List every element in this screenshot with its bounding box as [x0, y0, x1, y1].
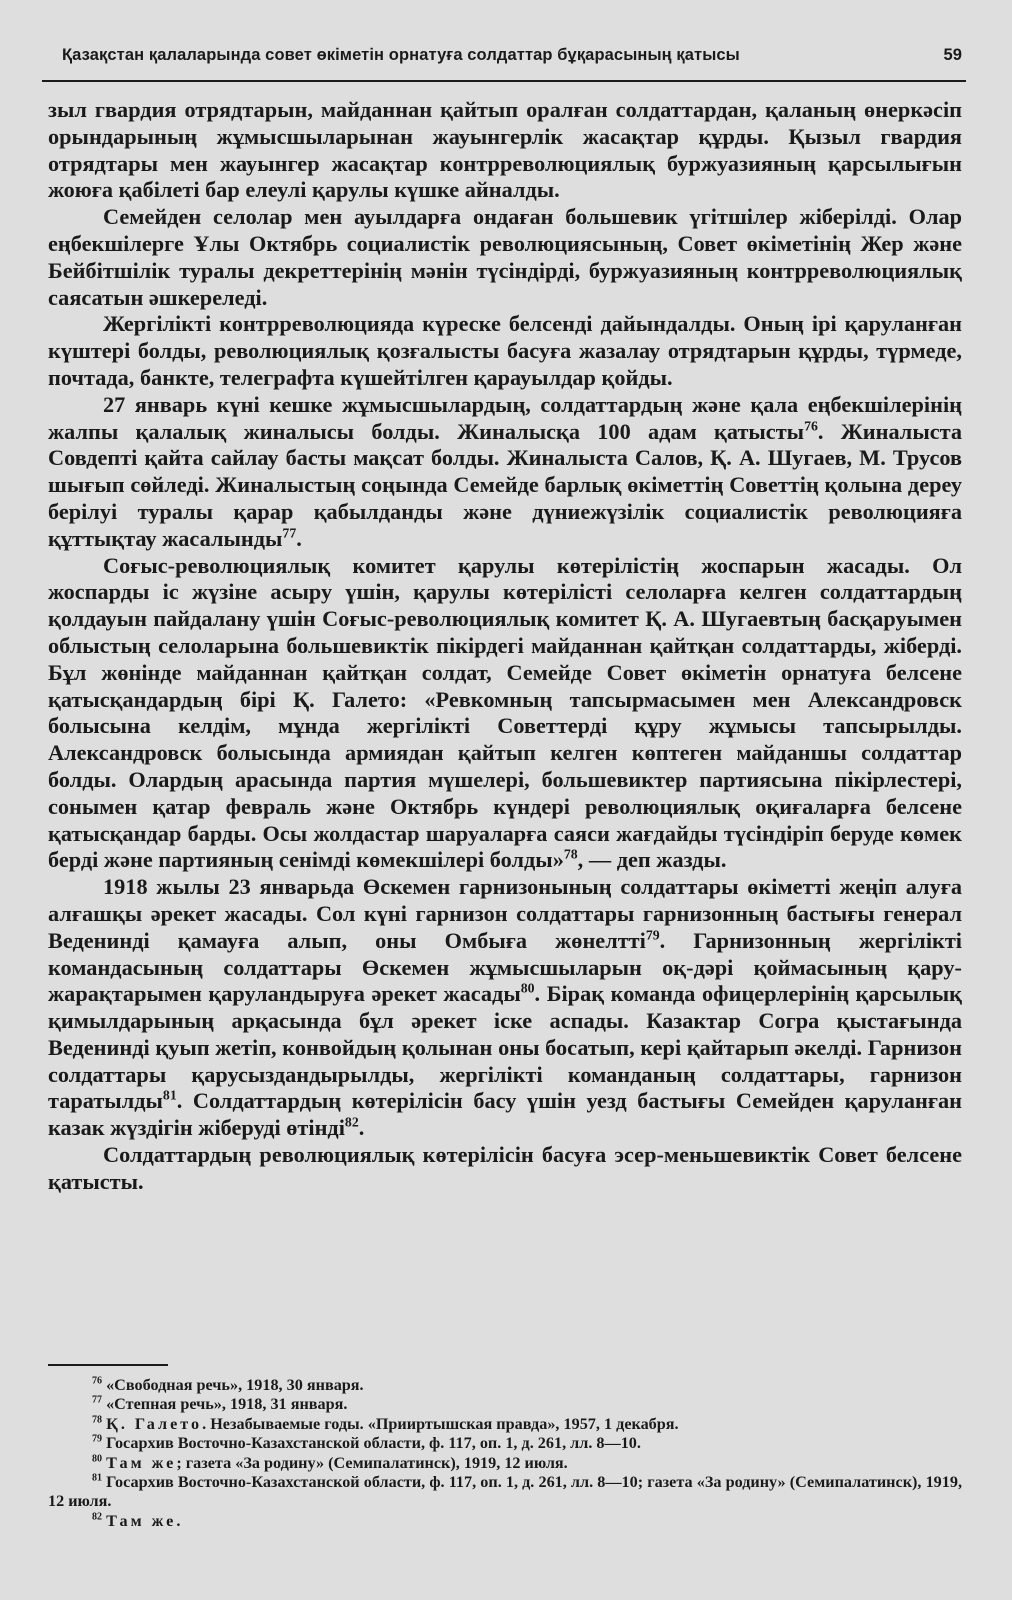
footnote-number: 76: [92, 1375, 103, 1387]
paragraph: [48, 311, 962, 391]
text-run: «Степная речь», 1918, 31 января.: [106, 1395, 348, 1414]
text-run: Соғыс-революциялық комитет қарулы көтерілістің жоспарын жасады. Ол жоспарды іс жүзіне асыру үшін, қарулы көтерілісті селоларға келген солдаттардың қолдауын пайдалану үшін Соғыс-революциялық комитет Қ. А. Шугаевтың басқаруымен облыстың селоларына большевиктік пікірдегі майданнан қайтқан солдаттарды, жіберді. Бұл жөнінде майданнан қайтқан солдат, Семейде Совет өкіметін орнатуға белсене қатысқандардың бірі Қ. Галето: «Ревкомның тапсырмасымен мен Александровск болысына келдім, мұнда жергілікті Советтерді құру жұмысы тапсырылды. Александровск болысында армиядан қайтып келген көптеген майданшы солдаттар болды. Олардың арасында партия мүшелері, большевиктер партиясына пікірлестері, сонымен қатар февраль және Октябрь күндері революциялық оқиғаларға белсене қатысқандар барды. Осы жолдастар шаруаларға саяси жағдайды түсіндіріп беруде көмек берді және партияның сенімді көмекшілері болды»: [48, 552, 962, 873]
paragraph: [48, 874, 962, 1142]
paragraph: [48, 204, 962, 311]
text-run: Солдаттардың революциялық көтерілісін басуға эсер-меньшевиктік Совет белсене қатысты.: [48, 1142, 962, 1194]
text-run: Госархив Восточно-Казахстанской области, ф. 117, оп. 1, д. 261, лл. 8—10.: [106, 1434, 641, 1453]
footnote-ref: 79: [645, 927, 660, 943]
text-run: . Солдаттардың көтерілісін басу үшін уезд бастығы Семейден қаруланған казак жүздігін жіберуді өтінді: [48, 1088, 962, 1141]
body-text: [48, 97, 962, 1196]
text-run: .: [296, 525, 302, 551]
footnote: [48, 1473, 962, 1512]
footnote: [48, 1395, 962, 1414]
footnote: [48, 1454, 962, 1473]
footnote: [48, 1415, 962, 1434]
header-rule: [42, 80, 966, 82]
author-name: Там же: [106, 1453, 177, 1472]
text-run: . Жиналыста Совдепті қайта сайлау басты мақсат болды. Жиналыста Салов, Қ. А. Шугаев, М. Трусов шығып сөйледі. Жиналыстың соңында Семейде барлық өкіметтің Советтің қолына дереу берілуі туралы қарар қабылданды және дүниежүзілік социалистік революцияға құттықтау жасалынды: [48, 418, 962, 551]
paragraph: [48, 392, 962, 553]
footnote-rule: [48, 1364, 168, 1366]
footnote: [48, 1434, 962, 1453]
text-run: ; газета «За родину» (Семипалатинск), 1919, 12 июля.: [176, 1453, 568, 1472]
text-run: Семейден селолар мен ауылдарға ондаған большевик үгітшілер жіберілді. Олар еңбекшілерге Ұлы Октябрь социалистік революциясының, Совет өкіметінің Жер және Бейбітшілік туралы декреттерінің мәнін түсіндірді, буржуазияның контрреволюциялық саясатын әшкереледі.: [48, 204, 962, 310]
text-run: Жергілікті контрреволюцияда күреске белсенді дайындалды. Оның ірі қаруланған күштері болды, революциялық қозғалысты басуға жазалау отрядтарын құрды, түрмеде, почтада, банкте, телеграфта күшейтілген қарауылдар қойды.: [48, 311, 962, 390]
text-run: зыл гвардия отрядтарын, майданнан қайтып оралған солдаттардан, қаланың өнеркәсіп орындарының жұмысшыларынан жауынгерлік жасақтар құрды. Қызыл гвардия отрядтары мен жауынгер жасақтар контрреволюциялық буржуазияның қарсылығын жоюға қабілеті бар елеулі қарулы күшке айналды.: [48, 97, 962, 203]
footnote-number: 78: [92, 1414, 103, 1426]
text-run: «Свободная речь», 1918, 30 января.: [106, 1376, 364, 1394]
text-run: . Гарнизонның жергілікті командасының солдаттары Өскемен жұмысшыларын оқ-дәрі қоймасының қару-жарақтарымен қаруландыруға әрекет жасады: [48, 927, 963, 1007]
text-run: . Незабываемые годы. «Прииртышская правда», 1957, 1 декабря.: [202, 1414, 679, 1433]
footnote-ref: 80: [520, 980, 535, 996]
footnote: [48, 1512, 962, 1531]
author-name: Қ. Галето: [106, 1414, 203, 1433]
footnote-number: 80: [92, 1453, 103, 1465]
text-run: , — деп жазды.: [577, 847, 727, 873]
text-run: 1918 жылы 23 январьда Өскемен гарнизонының солдаттары өкіметті жеңіп алуға алғашқы әрекет жасады. Сол күні гарнизон солдаттары гарнизонның бастығы генерал Веденинді қамауға алып, оны Омбыға жөнелтті: [48, 874, 962, 953]
footnote-ref: 78: [563, 846, 578, 862]
paragraph: [48, 553, 962, 875]
footnote: [48, 1376, 962, 1395]
paragraph: [48, 97, 962, 204]
footnotes: [48, 1376, 962, 1531]
footnote-number: 79: [92, 1433, 103, 1445]
running-header: [62, 42, 962, 70]
footnote-number: 77: [92, 1395, 103, 1407]
footnote-number: 81: [92, 1472, 103, 1484]
text-run: . Бірақ команда офицерлерінің қарсылық қимылдарының арқасында бұл әрекет іске аспады. Казактар Согра қыстағында Веденинді қуып жетіп, конвойдың қолынан оны босатып, кері қайтарып әкелді. Гарнизон солдаттары қарусыздандырылды, жергілікті команданың солдаттары, гарнизон таратылды: [48, 981, 962, 1114]
text-run: .: [358, 1115, 365, 1141]
page-number: 59: [943, 46, 962, 64]
text-run: .: [176, 1511, 181, 1530]
author-name: Там же: [106, 1511, 177, 1530]
footnote-ref: 77: [282, 525, 297, 541]
footnote-number: 82: [92, 1511, 103, 1523]
text-run: 27 январь күні кешке жұмысшылардың, солдаттардың және қала еңбекшілерінің жалпы қалалық жиналысы болды. Жиналысқа 100 адам қатысты: [48, 391, 962, 444]
text-run: Госархив Восточно-Казахстанской области, ф. 117, оп. 1, д. 261, лл. 8—10; газета «За родину» (Семипалатинск), 1919, 12 июля.: [48, 1473, 963, 1511]
footnote-ref: 82: [344, 1114, 359, 1130]
footnote-ref: 81: [162, 1088, 177, 1104]
footnote-ref: 76: [804, 418, 818, 434]
running-header-title: Қазақстан қалаларында совет өкіметін орнатуға солдаттар бұқарасының қатысы: [62, 46, 740, 64]
paragraph: [48, 1142, 962, 1196]
